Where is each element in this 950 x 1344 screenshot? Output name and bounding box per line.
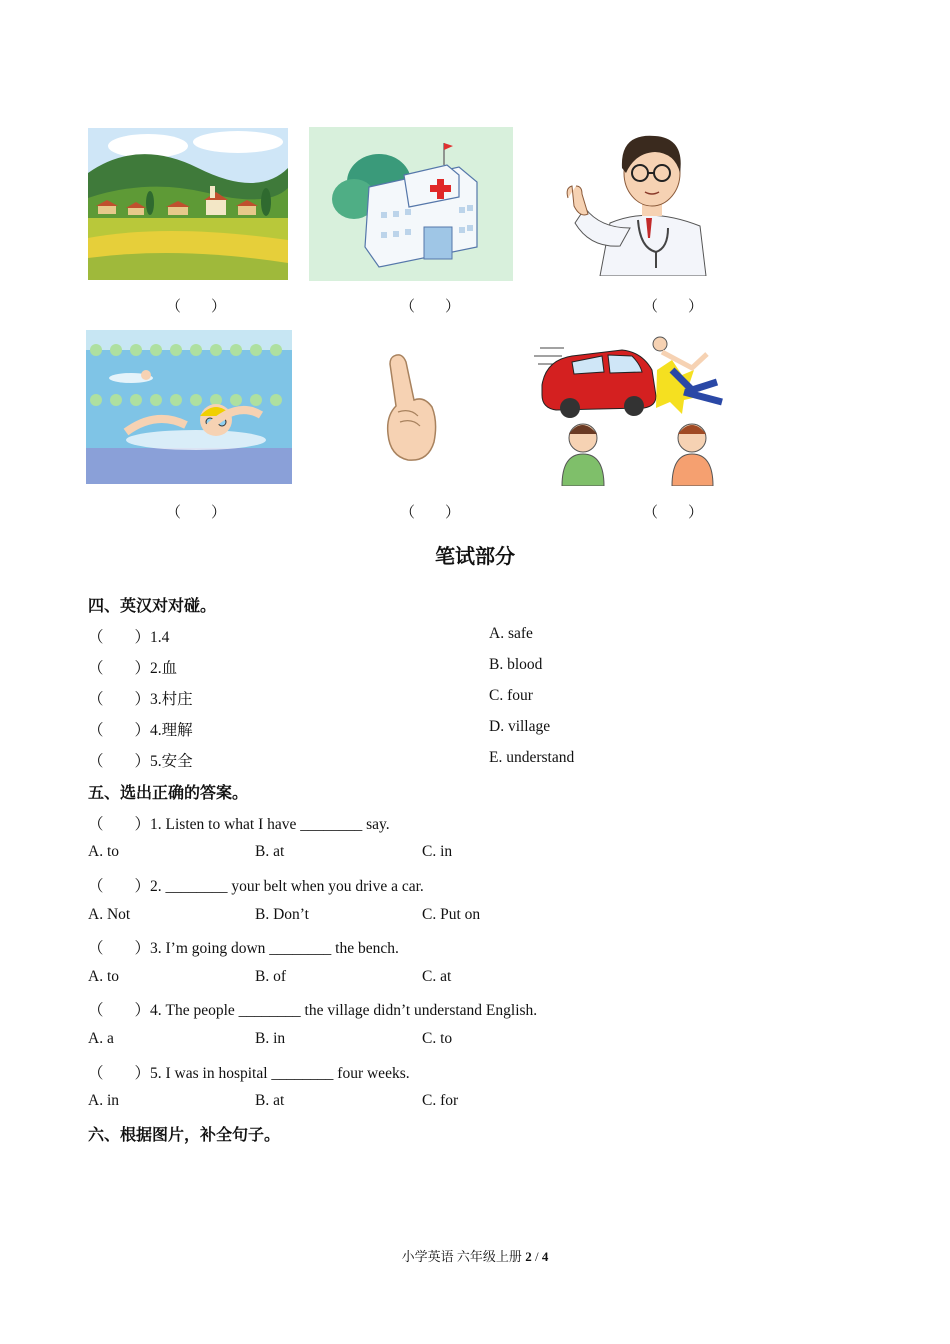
answer-bracket: （ ） — [88, 1065, 151, 1082]
question-text: 1. Listen to what I have ________ say. — [150, 816, 390, 833]
match-word: 3.村庄 — [150, 691, 193, 708]
page-separator: / — [531, 1249, 542, 1264]
car-accident-picture — [532, 330, 738, 486]
match-word: 5.安全 — [150, 753, 193, 770]
match-option-d: D. village — [489, 718, 551, 735]
q4-option-a: A. a — [88, 1030, 114, 1047]
q1-option-c: C. in — [422, 843, 453, 860]
page-number: 2 — [525, 1249, 532, 1264]
q1-option-b: B. at — [255, 843, 285, 860]
answer-bracket: （ ） — [88, 1002, 151, 1019]
answer-paren-2: （ ） — [400, 299, 461, 315]
match-word: 4.理解 — [150, 722, 193, 739]
answer-paren-1: （ ） — [166, 299, 227, 315]
q4-option-b: B. in — [255, 1030, 286, 1047]
answer-bracket: （ ） — [88, 753, 151, 770]
match-row-1 — [88, 625, 169, 647]
answer-bracket: （ ） — [88, 878, 151, 895]
q4-option-c: C. to — [422, 1030, 453, 1047]
match-option-e: E. understand — [489, 749, 575, 766]
question-1 — [88, 812, 390, 834]
q2-option-a: A. Not — [88, 906, 131, 923]
q3-option-a: A. to — [88, 968, 119, 985]
question-text: 3. I’m going down ________ the bench. — [150, 940, 399, 957]
match-option-c: C. four — [489, 687, 533, 704]
q5-option-b: B. at — [255, 1092, 285, 1109]
question-4 — [88, 998, 537, 1020]
q5-option-a: A. in — [88, 1092, 119, 1109]
question-3 — [88, 936, 399, 958]
match-row-5 — [88, 749, 193, 771]
match-word: 2.血 — [150, 660, 178, 677]
q3-option-b: B. of — [255, 968, 286, 985]
village-landscape-picture — [88, 128, 288, 280]
answer-bracket: （ ） — [88, 691, 151, 708]
answer-bracket: （ ） — [88, 660, 151, 677]
page-footer — [0, 1246, 950, 1265]
answer-paren-4: （ ） — [166, 505, 227, 521]
match-row-3 — [88, 687, 193, 709]
q5-option-c: C. for — [422, 1092, 459, 1109]
q2-option-b: B. Don’t — [255, 906, 309, 923]
answer-paren-6: （ ） — [643, 505, 704, 521]
question-text: 4. The people ________ the village didn’t understand English. — [150, 1002, 538, 1019]
answer-bracket: （ ） — [88, 940, 151, 957]
section6-title: 六、根据图片，补全句子。 — [88, 1125, 281, 1144]
question-text: 2. ________ your belt when you drive a car. — [150, 878, 424, 895]
question-2 — [88, 874, 424, 896]
swimming-picture — [86, 330, 292, 484]
question-text: 5. I was in hospital ________ four weeks. — [150, 1065, 410, 1082]
match-row-2 — [88, 656, 177, 678]
q1-option-a: A. to — [88, 843, 119, 860]
answer-bracket: （ ） — [88, 722, 151, 739]
doctor-picture — [560, 128, 710, 276]
section4-title: 四、英汉对对碰。 — [88, 596, 217, 615]
section5-title: 五、选出正确的答案。 — [88, 783, 249, 802]
answer-paren-5: （ ） — [400, 505, 461, 521]
q2-option-c: C. Put on — [422, 906, 481, 923]
answer-bracket: （ ） — [88, 816, 151, 833]
hospital-picture — [309, 127, 513, 281]
question-5 — [88, 1061, 410, 1083]
footer-label: 小学英语 六年级上册 — [401, 1249, 526, 1264]
match-row-4 — [88, 718, 193, 740]
answer-paren-3: （ ） — [643, 299, 704, 315]
hand-one-finger-picture — [384, 352, 440, 464]
written-part-title: 笔试部分 — [435, 544, 515, 568]
match-option-a: A. safe — [489, 625, 533, 642]
match-word: 1.4 — [150, 629, 170, 646]
match-option-b: B. blood — [489, 656, 543, 673]
page-total: 4 — [541, 1249, 549, 1264]
q3-option-c: C. at — [422, 968, 452, 985]
answer-bracket: （ ） — [88, 629, 151, 646]
